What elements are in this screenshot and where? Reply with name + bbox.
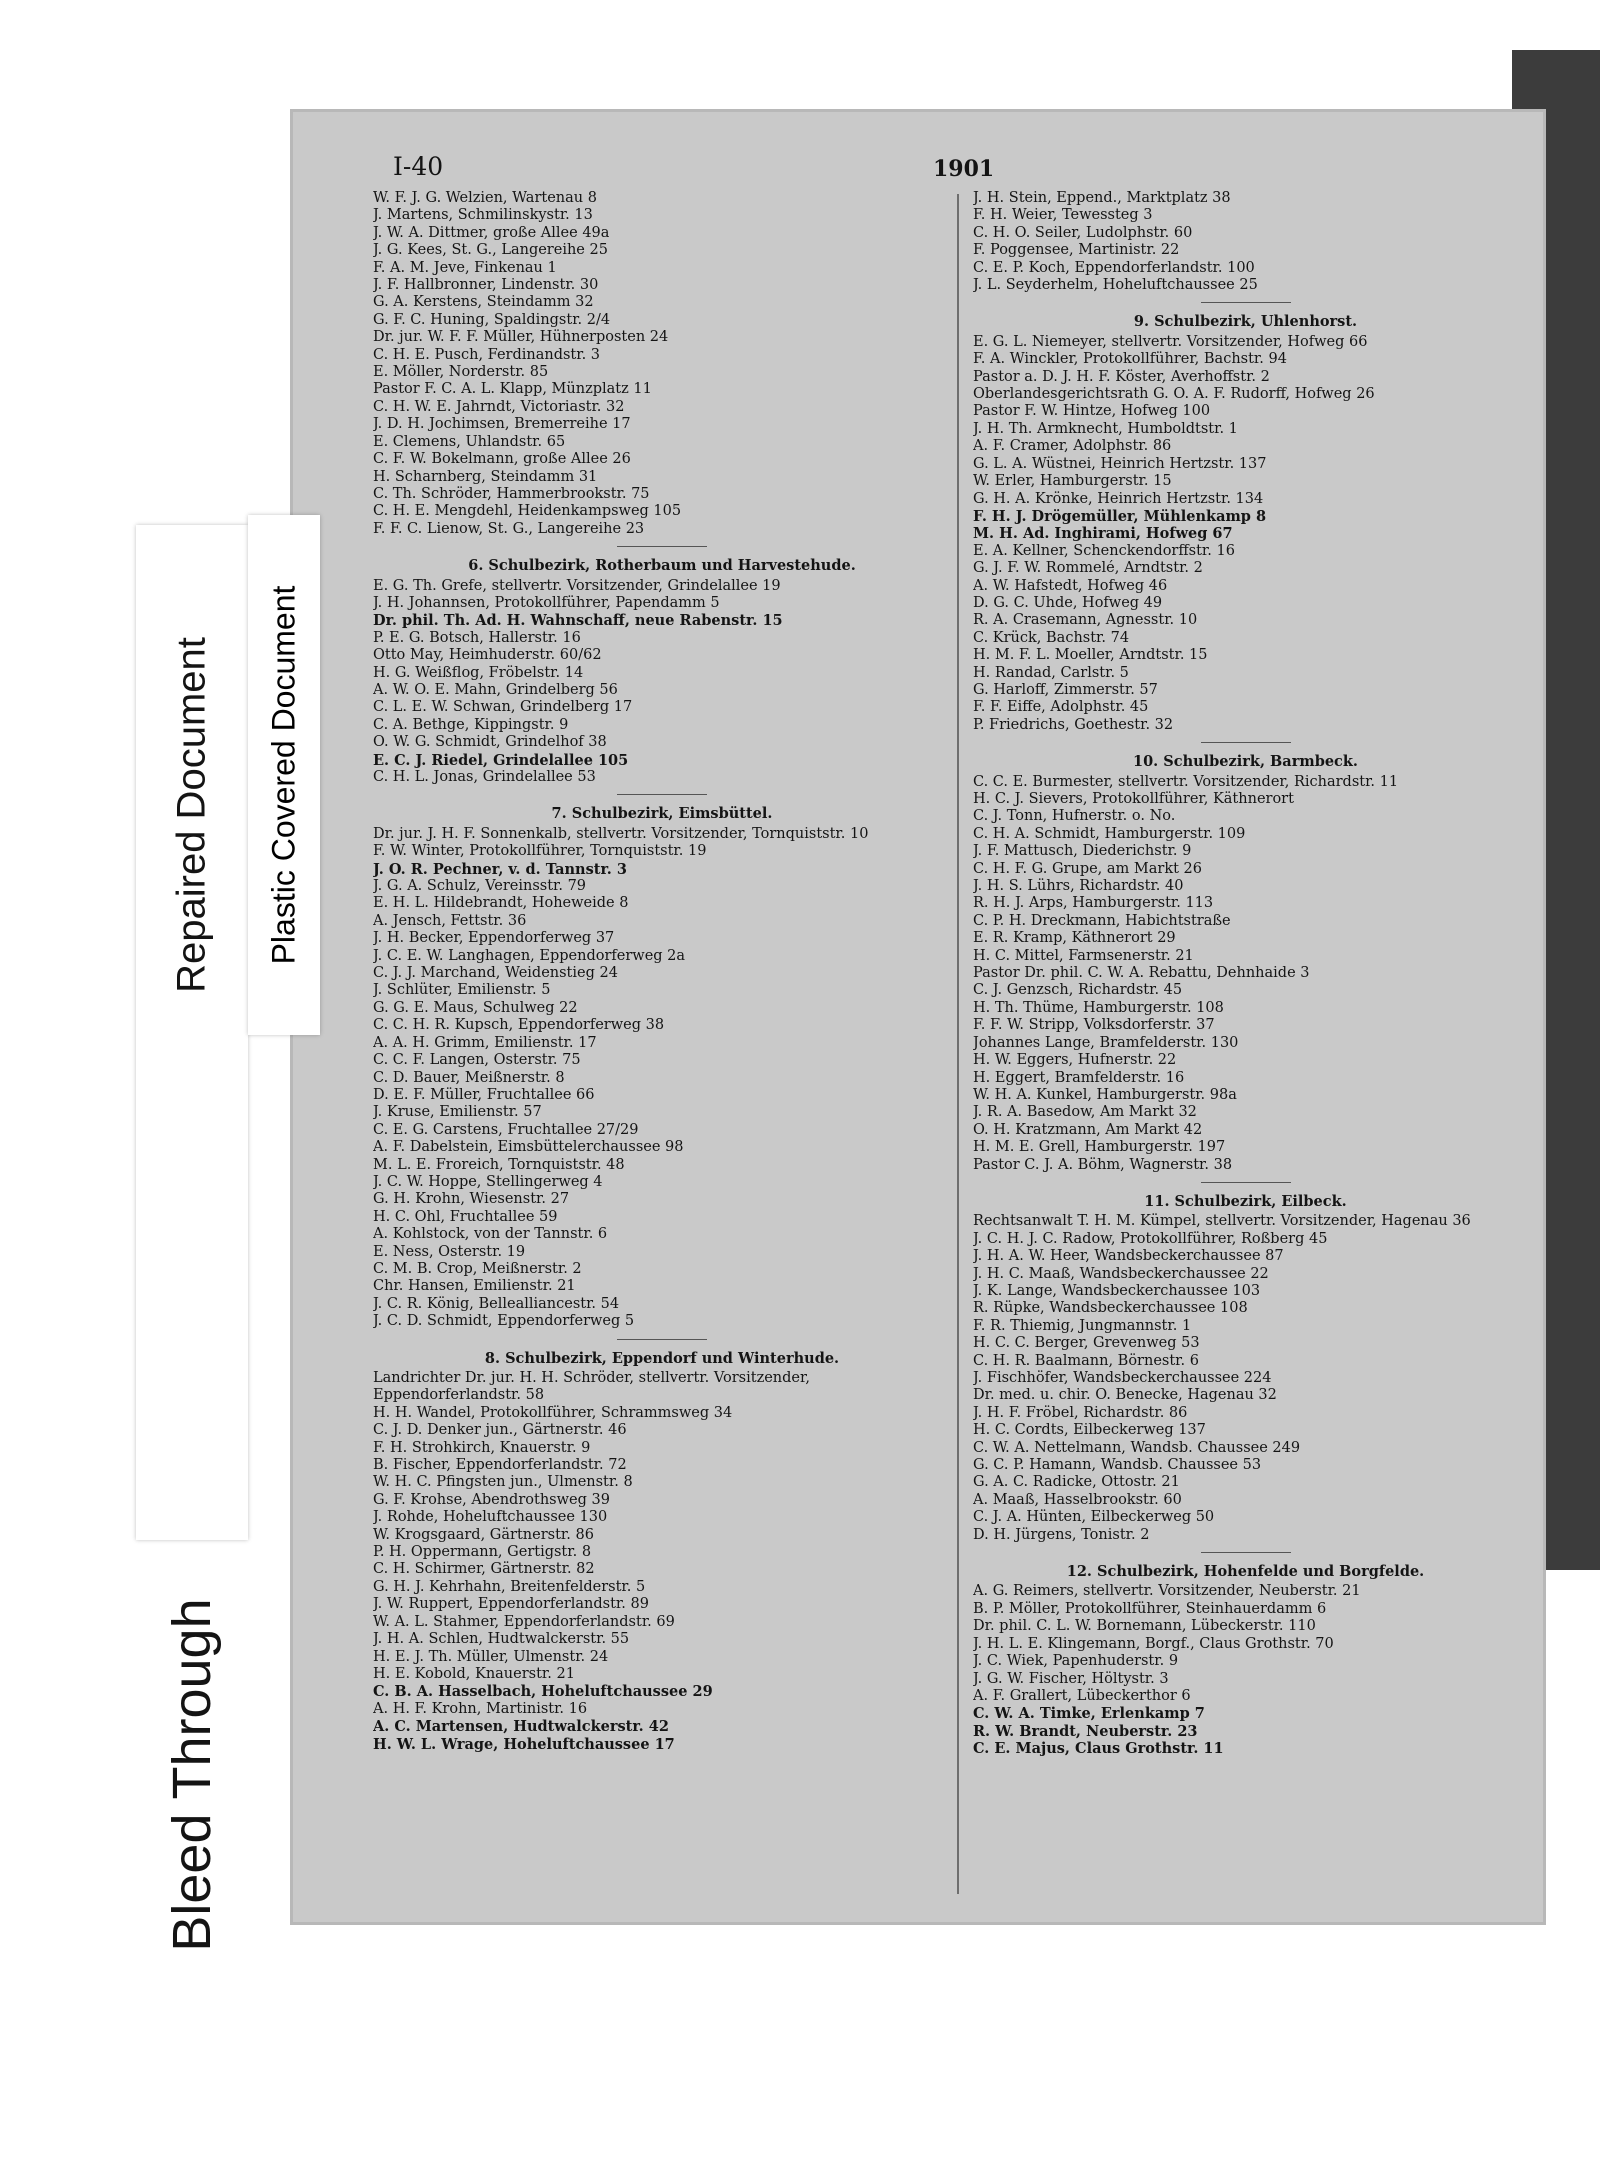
list-item: C. P. H. Dreckmann, Habichtstraße [973,912,1231,929]
list-item: A. F. Dabelstein, Eimsbüttelerchaussee 98 [373,1139,684,1156]
plastic-covered-label-strip [248,515,320,1035]
list-item: Johannes Lange, Bramfelderstr. 130 [973,1034,1239,1051]
list-item: W. H. C. Pfingsten jun., Ulmenstr. 8 [373,1474,633,1491]
list-item: C. C. F. Langen, Osterstr. 75 [373,1052,581,1069]
list-item: C. A. Bethge, Kippingstr. 9 [373,716,569,733]
section-rule [617,546,707,547]
list-item: F. F. C. Lienow, St. G., Langereihe 23 [373,520,645,537]
list-item: J. O. R. Pechner, v. d. Tannstr. 3 [373,860,627,878]
list-item: J. H. Th. Armknecht, Humboldtstr. 1 [973,420,1238,437]
list-item: F. F. Eiffe, Adolphstr. 45 [973,699,1149,716]
list-item: M. H. Ad. Inghirami, Hofweg 67 [973,525,1233,543]
list-item: G. C. P. Hamann, Wandsb. Chaussee 53 [973,1457,1262,1474]
list-item: M. L. E. Froreich, Tornquiststr. 48 [373,1156,625,1173]
list-item: J. H. A. W. Heer, Wandsbeckerchaussee 87 [973,1248,1284,1265]
list-item: F. F. W. Stripp, Volksdorferstr. 37 [973,1017,1215,1034]
list-item: H. M. F. L. Moeller, Arndtstr. 15 [973,647,1208,664]
list-item: J. H. A. Schlen, Hudtwalckerstr. 55 [373,1631,630,1648]
list-item: F. Poggensee, Martinistr. 22 [973,242,1180,259]
list-item: Pastor C. J. A. Böhm, Wagnerstr. 38 [973,1156,1233,1173]
list-item: G. F. Krohse, Abendrothsweg 39 [373,1491,610,1508]
list-item: A. W. O. E. Mahn, Grindelberg 56 [373,681,618,698]
list-item: E. G. L. Niemeyer, stellvertr. Vorsitzender, Hofweg 66 [973,333,1368,350]
list-item: D. G. C. Uhde, Hofweg 49 [973,594,1163,611]
list-item: H. E. Kobold, Knauerstr. 21 [373,1665,575,1682]
list-item: H. C. Mittel, Farmsenerstr. 21 [973,947,1194,964]
section-rule [1201,1182,1291,1183]
list-item: E. Clemens, Uhlandstr. 65 [373,433,566,450]
list-item: C. H. A. Schmidt, Hamburgerstr. 109 [973,825,1246,842]
list-item: A. Jensch, Fettstr. 36 [373,912,527,929]
list-item: Pastor Dr. phil. C. W. A. Rebattu, Dehnhaide 3 [973,965,1310,982]
section-heading: 9. Schulbezirk, Uhlenhorst. [1133,313,1358,331]
list-item: F. A. Winckler, Protokollführer, Bachstr. 94 [973,351,1287,368]
list-item: F. R. Thiemig, Jungmannstr. 1 [973,1317,1192,1334]
page-number: I-40 [393,152,444,181]
section-heading: 12. Schulbezirk, Hohenfelde und Borgfelde. [1066,1563,1425,1581]
list-item: C. J. J. Marchand, Weidenstieg 24 [373,965,618,982]
list-item: G. H. J. Kehrhahn, Breitenfelderstr. 5 [373,1578,646,1595]
list-item: H. Eggert, Bramfelderstr. 16 [973,1069,1185,1086]
list-item: C. H. Schirmer, Gärtnerstr. 82 [373,1561,595,1578]
list-item: W. Krogsgaard, Gärtnerstr. 86 [373,1526,594,1543]
list-item: Otto May, Heimhuderstr. 60/62 [373,647,602,664]
list-item: H. Th. Thüme, Hamburgerstr. 108 [973,999,1224,1016]
list-item: E. Ness, Osterstr. 19 [373,1243,526,1260]
list-item: J. C. Wiek, Papenhuderstr. 9 [973,1653,1179,1670]
list-item: J. K. Lange, Wandsbeckerchaussee 103 [973,1282,1261,1299]
section-rule [1201,1552,1291,1553]
list-item: Pastor F. W. Hintze, Hofweg 100 [973,403,1211,420]
list-item: B. P. Möller, Protokollführer, Steinhauerdamm 6 [973,1600,1327,1617]
list-item: E. C. J. Riedel, Grindelallee 105 [373,751,629,769]
directory-page [293,112,1543,1922]
list-item: A. Kohlstock, von der Tannstr. 6 [373,1226,608,1243]
plastic-covered-label: Plastic Covered Document [265,585,302,965]
list-item: J. H. Stein, Eppend., Marktplatz 38 [973,190,1231,206]
list-item: P. Friedrichs, Goethestr. 32 [973,716,1174,733]
list-item: J. C. E. W. Langhagen, Eppendorferweg 2a [373,947,686,964]
list-item: G. A. C. Radicke, Ottostr. 21 [973,1474,1180,1491]
list-item: C. J. D. Denker jun., Gärtnerstr. 46 [373,1422,627,1439]
condition-label-strip [136,525,248,1952]
section-heading: 7. Schulbezirk, Eimsbüttel. [551,805,773,823]
list-item: G. J. F. W. Rommelé, Arndtstr. 2 [973,560,1203,577]
list-item: H. C. C. Berger, Grevenweg 53 [973,1335,1200,1352]
list-item: G. H. A. Krönke, Heinrich Hertzstr. 134 [973,490,1264,507]
list-item: C. M. B. Crop, Meißnerstr. 2 [373,1260,582,1277]
list-item: Dr. jur. W. F. F. Müller, Hühnerposten 24 [373,329,669,346]
list-item: C. W. A. Timke, Erlenkamp 7 [973,1705,1205,1723]
list-item: G. L. A. Wüstnei, Heinrich Hertzstr. 137 [973,455,1267,472]
list-item: J. C. H. J. C. Radow, Protokollführer, Roßberg 45 [973,1230,1328,1247]
list-item: Oberlandesgerichtsrath G. O. A. F. Rudorff, Hofweg 26 [973,386,1375,403]
list-item: W. Erler, Hamburgerstr. 15 [973,473,1172,490]
list-item: Dr. phil. Th. Ad. H. Wahnschaff, neue Rabenstr. 15 [373,612,783,630]
list-item: Dr. med. u. chir. O. Benecke, Hagenau 32 [973,1387,1277,1404]
list-item: C. H. R. Baalmann, Börnestr. 6 [973,1352,1199,1369]
list-item: C. B. A. Hasselbach, Hoheluftchaussee 29 [373,1683,713,1701]
section-rule [617,794,707,795]
list-item: J. C. D. Schmidt, Eppendorferweg 5 [373,1313,635,1330]
list-item: J. C. R. König, Bellealliancestr. 54 [373,1295,620,1312]
list-item: C. C. H. R. Kupsch, Eppendorferweg 38 [373,1017,665,1034]
list-item: H. M. E. Grell, Hamburgerstr. 197 [973,1139,1226,1156]
list-item: J. F. Hallbronner, Lindenstr. 30 [373,277,599,294]
list-item: A. C. Martensen, Hudtwalckerstr. 42 [373,1718,669,1736]
section-rule [1201,302,1291,303]
list-item: Chr. Hansen, Emilienstr. 21 [373,1278,576,1295]
list-item: J. H. S. Lührs, Richardstr. 40 [973,878,1184,895]
section-heading: 11. Schulbezirk, Eilbeck. [1144,1192,1347,1210]
list-item: D. H. Jürgens, Tonistr. 2 [973,1526,1150,1543]
list-item: A. G. Reimers, stellvertr. Vorsitzender, Neuberstr. 21 [973,1583,1361,1600]
list-item: J. R. A. Basedow, Am Markt 32 [973,1104,1197,1121]
list-item: Dr. jur. J. H. F. Sonnenkalb, stellvertr. Vorsitzender, Tornquiststr. 10 [373,825,869,842]
list-item: H. C. Ohl, Fruchtallee 59 [373,1208,558,1225]
list-item: R. Rüpke, Wandsbeckerchaussee 108 [973,1300,1248,1317]
list-item: H. E. J. Th. Müller, Ulmenstr. 24 [373,1648,609,1665]
list-item: C. W. A. Nettelmann, Wandsb. Chaussee 249 [973,1439,1301,1456]
list-item: G. Harloff, Zimmerstr. 57 [973,681,1158,698]
list-item: W. F. J. G. Welzien, Wartenau 8 [373,190,597,206]
list-item: G. F. C. Huning, Spaldingstr. 2/4 [373,311,611,328]
list-item: J. Fischhöfer, Wandsbeckerchaussee 224 [973,1370,1272,1386]
list-item: E. G. Th. Grefe, stellvertr. Vorsitzender, Grindelallee 19 [373,577,781,594]
list-item: J. W. A. Dittmer, große Allee 49a [373,224,610,241]
list-item: P. E. G. Botsch, Hallerstr. 16 [373,629,581,646]
list-item: J. G. Kees, St. G., Langereihe 25 [373,242,608,259]
list-item: C. H. W. E. Jahrndt, Victoriastr. 32 [373,398,625,415]
list-item: E. H. L. Hildebrandt, Hoheweide 8 [373,895,629,912]
list-item: J. H. F. Fröbel, Richardstr. 86 [973,1404,1188,1421]
list-item: C. H. O. Seiler, Ludolphstr. 60 [973,224,1193,241]
list-item: H. W. L. Wrage, Hoheluftchaussee 17 [373,1735,675,1753]
right-column [973,190,1518,1758]
list-item: G. A. Kerstens, Steindamm 32 [373,294,594,311]
column-divider [957,194,959,1894]
list-item: C. C. E. Burmester, stellvertr. Vorsitzender, Richardstr. 11 [973,773,1399,790]
list-item: C. E. G. Carstens, Fruchtallee 27/29 [373,1121,639,1138]
page-year: 1901 [933,156,995,182]
list-item: F. H. Weier, Tewessteg 3 [973,207,1153,224]
list-item: C. E. P. Koch, Eppendorferlandstr. 100 [973,259,1255,276]
list-item: H. C. Cordts, Eilbeckerweg 137 [973,1422,1206,1439]
list-item: E. R. Kramp, Käthnerort 29 [973,930,1176,947]
section-rule [1201,742,1291,743]
list-item: J. H. L. E. Klingemann, Borgf., Claus Grothstr. 70 [973,1635,1334,1652]
list-item: C. H. E. Pusch, Ferdinandstr. 3 [373,346,601,363]
repaired-document-label: Repaired Document [169,637,214,993]
list-item: B. Fischer, Eppendorferlandstr. 72 [373,1457,627,1474]
section-rule [617,1339,707,1340]
section-heading: 6. Schulbezirk, Rotherbaum und Harvestehude. [468,557,856,575]
list-item: C. J. A. Hünten, Eilbeckerweg 50 [973,1509,1215,1526]
left-column [373,190,951,1753]
list-item: C. Th. Schröder, Hammerbrookstr. 75 [373,485,650,502]
list-item: R. H. J. Arps, Hamburgerstr. 113 [973,895,1214,912]
list-item: Rechtsanwalt T. H. M. Kümpel, stellvertr. Vorsitzender, Hagenau 36 [973,1213,1471,1230]
list-item: Landrichter Dr. jur. H. H. Schröder, stellvertr. Vorsitzender, Eppendorferlandstr. 58 [373,1370,810,1404]
list-item: D. E. F. Müller, Fruchtallee 66 [373,1086,595,1103]
list-item: J. Kruse, Emilienstr. 57 [373,1104,542,1121]
list-item: C. L. E. W. Schwan, Grindelberg 17 [373,699,633,716]
list-item: E. Möller, Norderstr. 85 [373,364,549,381]
list-item: R. A. Crasemann, Agnesstr. 10 [973,612,1198,629]
list-item: C. F. W. Bokelmann, große Allee 26 [373,451,631,468]
list-item: F. H. Strohkirch, Knauerstr. 9 [373,1439,591,1456]
list-item: H. Scharnberg, Steindamm 31 [373,468,598,485]
list-item: P. H. Oppermann, Gertigstr. 8 [373,1544,592,1561]
list-item: A. Maaß, Hasselbrookstr. 60 [973,1491,1182,1508]
list-item: J. H. C. Maaß, Wandsbeckerchaussee 22 [973,1265,1269,1282]
list-item: A. H. F. Krohn, Martinistr. 16 [373,1700,588,1717]
list-item: H. Randad, Carlstr. 5 [973,664,1129,681]
list-item: J. Schlüter, Emilienstr. 5 [373,982,551,999]
list-item: G. G. E. Maus, Schulweg 22 [373,999,578,1016]
list-item: F. W. Winter, Protokollführer, Tornquiststr. 19 [373,843,707,860]
list-item: J. G. W. Fischer, Höltystr. 3 [973,1670,1169,1687]
list-item: H. G. Weißflog, Fröbelstr. 14 [373,664,584,681]
list-item: J. H. Johannsen, Protokollführer, Papendamm 5 [373,594,720,611]
list-item: Dr. phil. C. L. W. Bornemann, Lübeckerstr. 110 [973,1618,1316,1635]
section-heading: 10. Schulbezirk, Barmbeck. [1133,753,1358,771]
list-item: C. Krück, Bachstr. 74 [973,629,1130,646]
list-item: H. W. Eggers, Hufnerstr. 22 [973,1052,1177,1069]
list-item: A. F. Cramer, Adolphstr. 86 [973,438,1172,455]
list-item: C. H. L. Jonas, Grindelallee 53 [373,769,596,785]
list-item: H. H. Wandel, Protokollführer, Schrammsweg 34 [373,1404,733,1421]
list-item: W. H. A. Kunkel, Hamburgerstr. 98a [973,1086,1237,1103]
list-item: G. H. Krohn, Wiesenstr. 27 [373,1191,570,1208]
list-item: E. A. Kellner, Schenckendorffstr. 16 [973,542,1235,559]
list-item: J. L. Seyderhelm, Hoheluftchaussee 25 [973,277,1258,294]
list-item: W. A. L. Stahmer, Eppendorferlandstr. 69 [373,1613,675,1630]
list-item: A. A. H. Grimm, Emilienstr. 17 [373,1034,597,1051]
list-item: R. W. Brandt, Neuberstr. 23 [973,1722,1198,1740]
list-item: A. W. Hafstedt, Hofweg 46 [973,577,1168,594]
list-item: C. J. Tonn, Hufnerstr. o. No. [973,808,1176,825]
list-item: J. F. Mattusch, Diederichstr. 9 [973,843,1192,860]
list-item: A. F. Grallert, Lübeckerthor 6 [973,1687,1191,1704]
list-item: F. H. J. Drögemüller, Mühlenkamp 8 [973,507,1267,525]
list-item: J. W. Ruppert, Eppendorferlandstr. 89 [373,1596,649,1613]
list-item: C. H. F. G. Grupe, am Markt 26 [973,860,1202,877]
section-heading: 8. Schulbezirk, Eppendorf und Winterhude. [484,1349,840,1367]
list-item: F. A. M. Jeve, Finkenau 1 [373,259,557,276]
list-item: J. Rohde, Hoheluftchaussee 130 [373,1509,608,1526]
list-item: J. G. A. Schulz, Vereinsstr. 79 [373,878,587,895]
list-item: H. C. J. Sievers, Protokollführer, Käthnerort [973,791,1294,807]
list-item: J. D. H. Jochimsen, Bremerreihe 17 [373,416,631,433]
list-item: C. D. Bauer, Meißnerstr. 8 [373,1069,565,1086]
list-item: C. E. Majus, Claus Grothstr. 11 [973,1740,1224,1758]
list-item: Pastor a. D. J. H. F. Köster, Averhoffstr. 2 [973,368,1270,385]
list-item: Pastor F. C. A. L. Klapp, Münzplatz 11 [373,381,652,398]
list-item: J. Martens, Schmilinskystr. 13 [373,207,593,224]
list-item: O. W. G. Schmidt, Grindelhof 38 [373,734,607,751]
list-item: O. H. Kratzmann, Am Markt 42 [973,1121,1203,1138]
list-item: J. H. Becker, Eppendorferweg 37 [373,930,615,947]
list-item: C. H. E. Mengdehl, Heidenkampsweg 105 [373,503,682,520]
list-item: J. C. W. Hoppe, Stellingerweg 4 [373,1173,603,1190]
list-item: C. J. Genzsch, Richardstr. 45 [973,982,1183,999]
bleed-through-label: Bleed Through [162,1598,222,1952]
